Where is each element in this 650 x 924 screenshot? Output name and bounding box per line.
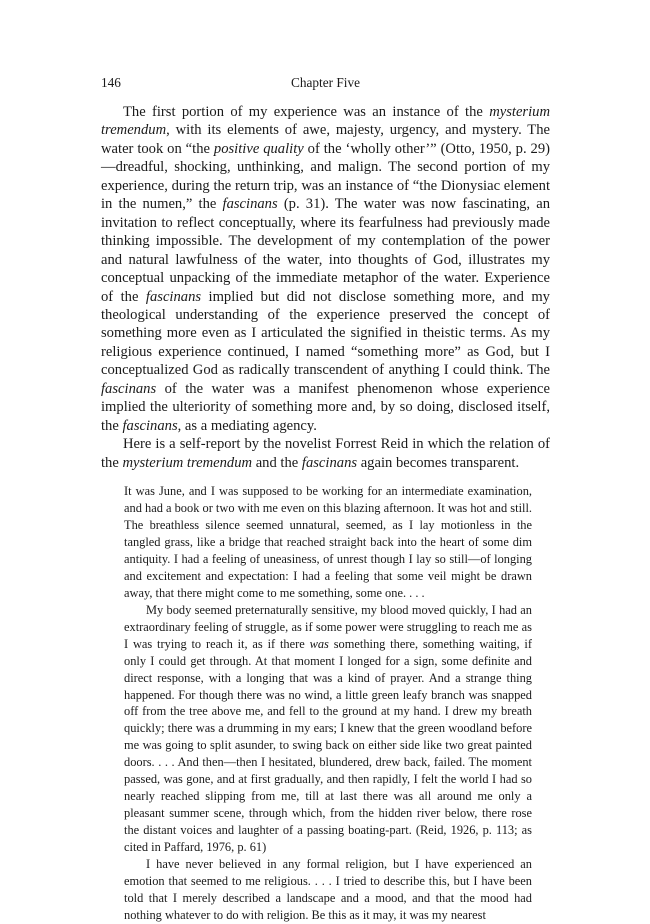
- italic-term: fascinans: [301, 454, 358, 471]
- paragraph-reid-intro: [101, 435, 550, 472]
- text-run: My body seemed preternaturally sensitive, my blood moved quickly, I had an extraordinary feeling of struggle, as if some power were struggling to reach me as I was trying to reach it, as if there: [124, 602, 532, 651]
- italic-term: fascinans: [122, 417, 178, 434]
- quote-paragraph-2: [124, 602, 532, 856]
- text-run: and the: [252, 454, 302, 471]
- text-run: Here is a self-report by the novelist Forrest Reid in which the relation of the: [101, 436, 550, 471]
- text-run: of the ‘wholly other’” (Otto, 1950, p. 29)—dreadful, shocking, unthinking, and malign. The second portion of my experience, during the return trip, was an instance of “the Dionysiac element in the numen,” the: [101, 140, 550, 213]
- running-head: [101, 74, 550, 92]
- text-run: implied but did not disclose something more, and my theological understanding of the experience preserved the concept of something more even as I articulated the signified in theistic terms. As my religious experience continued, I named “something more” as God, but I conceptualized God as radically transcendent of anything I could think. The: [101, 288, 550, 379]
- italic-term: fascinans: [145, 288, 202, 305]
- block-quote: [124, 483, 532, 924]
- quote-paragraph-1: It was June, and I was supposed to be working for an intermediate examination, and had a book or two with me even on this blazing afternoon. It was hot and still. The breathless silence seemed unnatural, seemed, as I lay motionless in the tangled grass, like a bridge that reached straight back into the heart of some dim antiquity. I had a feeling of uneasiness, of unrest though I lay so still—of longing and excitement and expectation: I had a feeling that some veil might be drawn away, that there might come to me something, some one. . . .: [124, 484, 532, 600]
- page-number: 146: [101, 75, 121, 90]
- text-run: The first portion of my experience was an instance of the: [123, 104, 490, 120]
- italic-term: positive quality: [213, 140, 304, 157]
- italic-term: mysterium tremendum: [101, 104, 550, 139]
- italic-term: was: [309, 636, 329, 651]
- text-run: (p. 31). The water was now fascinating, an invitation to reflect conceptually, where its fearfulness had previously made thinking impossible. The development of my contemplation of the power and natural lawfulness of the water, into thoughts of God, illustrates my conceptual unpacking of the immediate metaphor of the water. Experience of the: [101, 196, 550, 305]
- text-run: , with its elements of awe, majesty, urgency, and mystery. The water took on “the: [101, 122, 550, 157]
- italic-term: fascinans: [222, 196, 278, 213]
- italic-term: fascinans: [101, 380, 157, 397]
- body-text: [101, 103, 550, 472]
- italic-term: mysterium tremendum: [122, 454, 253, 471]
- book-page: [101, 74, 550, 924]
- paragraph-otto-analysis: [101, 103, 550, 435]
- text-run: again becomes transparent.: [357, 454, 520, 471]
- quote-paragraph-3: I have never believed in any formal religion, but I have experienced an emotion that seemed to me religious. . . . I tried to describe this, but I have been told that I merely described a landscape and a mood, and that the mood had nothing whatever to do with religion. Be this as it may, it was my nearest: [124, 857, 532, 922]
- chapter-title: Chapter Five: [290, 75, 361, 90]
- text-run: something there, something waiting, if only I could get through. At that moment I longed for a sign, some definite and direct response, with a longing that was a kind of prayer. And a strange thing happened. For though there was no wind, a little green leafy branch was snapped off from the tree above me, and fell to the ground at my hand. I drew my breath quickly; there was a drumming in my ears; I knew that the green woodland before me was going to split asunder, to swing back on either side like two great painted doors. . . . And then—then I hesitated, blundered, drew back, failed. The moment passed, was gone, and at first gradually, and then rapidly, I felt the world I had so nearly reached slipping from me, till at last there was all around me only a pleasant summer scene, through which, from the hidden river below, there rose the distant voices and laughter of a passing boating-part. (Reid, 1926, p. 113; as cited in Paffard, 1976, p. 61): [124, 636, 533, 855]
- text-run: , as a mediating agency.: [177, 417, 317, 434]
- text-run: of the water was a manifest phenomenon whose experience implied the ulteriority of something more and, by so doing, disclosed itself, the: [101, 380, 550, 434]
